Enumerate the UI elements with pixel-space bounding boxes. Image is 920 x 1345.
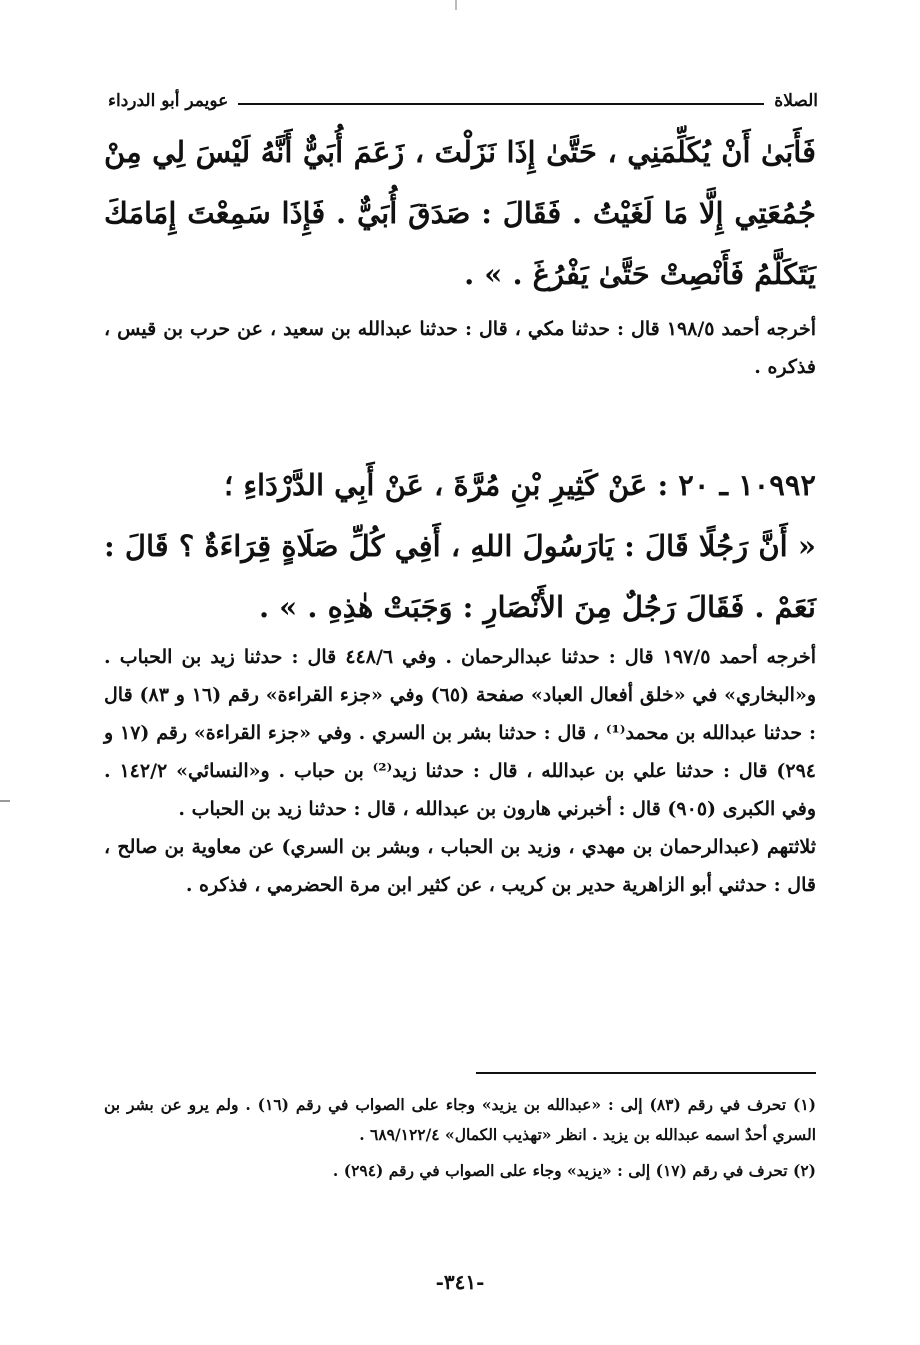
takhrij-main bbox=[104, 638, 816, 904]
hadith-isnad: ١٠٩٩٢ ـ ٢٠ : عَنْ كَثِيرِ بْنِ مُرَّةَ ، عَنْ أَبِي الدَّرْدَاءِ ؛ bbox=[224, 468, 816, 502]
header-companion: عويمر أبو الدرداء bbox=[108, 91, 229, 111]
footnote-separator bbox=[476, 1072, 816, 1074]
footnote-2: (٢) تحرف في رقم (١٧) إلى : «يزيد» وجاء على الصواب في رقم (٢٩٤) . bbox=[332, 1161, 816, 1180]
takhrij-previous-text: أخرجه أحمد ١٩٨/٥ قال : حدثنا مكي ، قال : حدثنا عبدالله بن سعيد ، عن حرب بن قيس ، فذكره . bbox=[104, 318, 816, 378]
page-number: -٣٤١- bbox=[435, 1270, 485, 1294]
footnote-1: (١) تحرف في رقم (٨٣) إلى : «عبدالله بن يزيد» وجاء على الصواب في رقم (١٦) . ولم يرو عن بشر بن السري أحدٌ اسمه عبدالله بن يزيد . انظر «تهذيب الكمال» ٦٨٩/١٢٢/٤ . bbox=[104, 1095, 817, 1144]
hadith-continuation bbox=[104, 122, 816, 305]
header-chapter: الصلاة bbox=[774, 91, 818, 111]
takhrij-previous bbox=[104, 310, 816, 386]
scan-mark-margin bbox=[0, 800, 10, 802]
takhrij-main-para1: أخرجه أحمد ١٩٧/٥ قال : حدثنا عبدالرحمان . وفي ٤٤٨/٦ قال : حدثنا زيد بن الحباب . و«البخاري» في «خلق أفعال العباد» صفحة (٦٥) وفي «جزء القراءة» رقم (١٦ و ٨٣) قال : حدثنا عبدالله بن محمد⁽¹⁾ ، قال : حدثنا بشر بن السري . وفي «جزء القراءة» رقم (١٧ و ٢٩٤) قال : حدثنا علي بن عبدالله ، قال : حدثنا زيد⁽²⁾ بن حباب . و«النسائي» ١٤٢/٢ . وفي الكبرى (٩٠٥) قال : أخبرني هارون بن عبدالله ، قال : حدثنا زيد بن الحباب . bbox=[104, 646, 817, 820]
scan-mark bbox=[455, 0, 457, 10]
takhrij-main-para2: ثلاثتهم (عبدالرحمان بن مهدي ، وزيد بن الحباب ، وبشر بن السري) عن معاوية بن صالح ، قال : حدثني أبو الزاهرية حدير بن كريب ، عن كثير ابن مرة الحضرمي ، فذكره . bbox=[104, 836, 816, 896]
hadith-main bbox=[104, 455, 816, 638]
running-header bbox=[108, 86, 818, 116]
hadith-continuation-text: فَأَبَىٰ أَنْ يُكَلِّمَنِي ، حَتَّىٰ إِذَا نَزَلْتَ ، زَعَمَ أُبَيٌّ أَنَّهُ لَيْسَ لِي مِنْ جُمُعَتِي إِلَّا مَا لَغَيْتُ . فَقَالَ : صَدَقَ أُبَيٌّ . فَإِذَا سَمِعْتَ إِمَامَكَ يَتَكَلَّمُ فَأَنْصِتْ حَتَّىٰ يَفْرُغَ . » . bbox=[104, 135, 816, 291]
header-rule bbox=[238, 103, 764, 105]
hadith-matn: « أَنَّ رَجُلًا قَالَ : يَارَسُولَ اللهِ ، أَفِي كُلِّ صَلَاةٍ قِرَاءَةٌ ؟ قَالَ : نَعَمْ . فَقَالَ رَجُلٌ مِنَ الأَنْصَارِ : وَجَبَتْ هٰذِهِ . » . bbox=[104, 529, 816, 624]
footnotes bbox=[104, 1090, 816, 1186]
